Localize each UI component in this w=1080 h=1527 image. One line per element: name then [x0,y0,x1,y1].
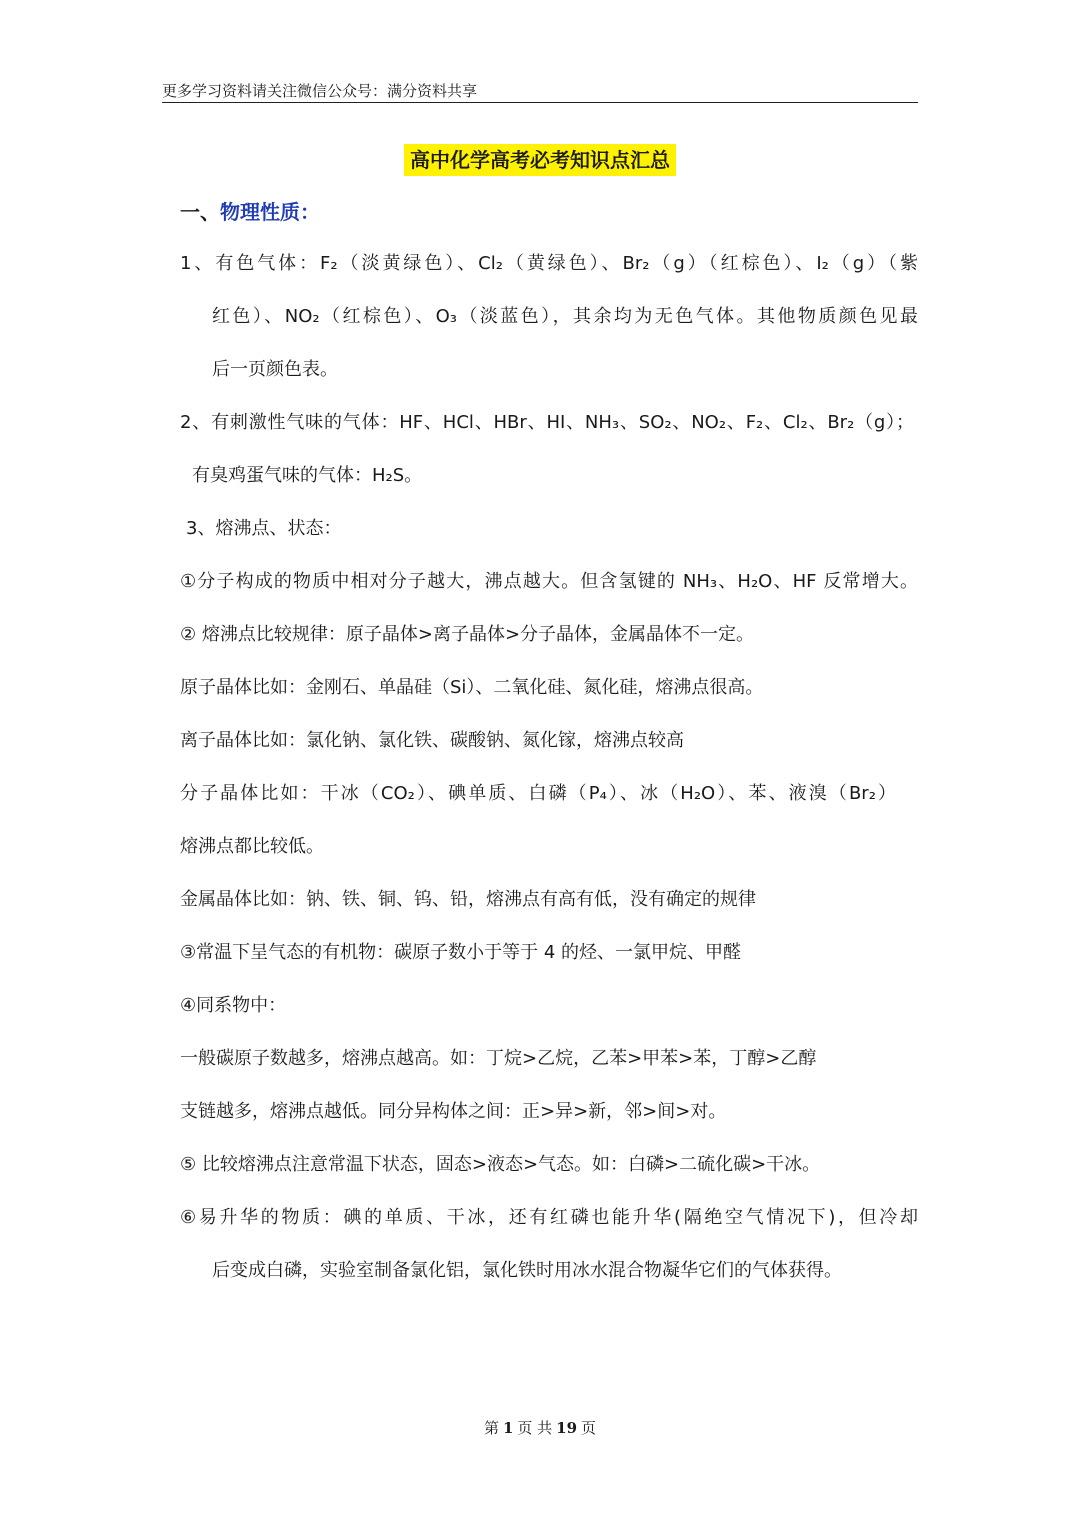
text-line-1: 1、有色气体：F₂（淡黄绿色）、Cl₂（黄绿色）、Br₂（g）（红棕色）、I₂（g）（紫 [180,253,918,274]
text-line-12: 熔沸点都比较低。 [180,836,324,857]
title-wrap [0,144,1080,176]
text-line-16: 一般碳原子数越多，熔沸点越高。如：丁烷>乙烷，乙苯>甲苯>苯，丁醇>乙醇 [180,1048,817,1069]
footer-page-number: 1 [502,1419,514,1437]
footer-total-pages: 19 [556,1419,578,1437]
footer-pre: 第 [483,1419,499,1437]
text-line-8: ② 熔沸点比较规律：原子晶体>离子晶体>分子晶体，金属晶体不一定。 [180,624,755,645]
page-footer [0,1416,1080,1440]
footer-post: 页 [581,1419,597,1437]
text-line-11: 分子晶体比如：干冰（CO₂）、碘单质、白磷（P₄）、冰（H₂O）、苯、液溴（Br₂） [180,783,896,804]
text-line-2: 红色）、NO₂（红棕色）、O₃（淡蓝色），其余均为无色气体。其他物质颜色见最 [212,306,918,327]
text-line-3: 后一页颜色表。 [212,359,338,380]
text-line-6: 3、熔沸点、状态： [186,518,342,539]
section-number: 一、 [180,200,220,224]
footer-mid: 页 共 [517,1419,553,1437]
text-line-20: 后变成白磷，实验室制备氯化铝，氯化铁时用冰水混合物凝华它们的气体获得。 [212,1260,842,1281]
text-line-14: ③常温下呈气态的有机物：碳原子数小于等于 4 的烃、一氯甲烷、甲醛 [180,942,742,963]
text-line-4: 2、有刺激性气味的气体：HF、HCl、HBr、HI、NH₃、SO₂、NO₂、F₂、Cl₂、Br₂（g）； [180,412,914,433]
text-line-17: 支链越多，熔沸点越低。同分异构体之间：正>异>新，邻>间>对。 [180,1101,727,1122]
text-line-19: ⑥易升华的物质：碘的单质、干冰，还有红磷也能升华(隔绝空气情况下)，但冷却 [180,1207,918,1228]
text-line-15: ④同系物中： [180,995,287,1016]
text-line-13: 金属晶体比如：钠、铁、铜、钨、铅，熔沸点有高有低，没有确定的规律 [180,889,756,910]
page-title: 高中化学高考必考知识点汇总 [404,144,676,176]
text-line-18: ⑤ 比较熔沸点注意常温下状态，固态>液态>气态。如：白磷>二硫化碳>干冰。 [180,1154,821,1175]
text-line-9: 原子晶体比如：金刚石、单晶硅（Si）、二氧化硅、氮化硅，熔沸点很高。 [180,677,764,698]
text-line-5: 有臭鸡蛋气味的气体：H₂S。 [192,465,423,486]
section-label: 物理性质： [220,200,320,224]
page-header: 更多学习资料请关注微信公众号：满分资料共享 [162,80,918,103]
text-line-7: ①分子构成的物质中相对分子越大，沸点越大。但含氢键的 NH₃、H₂O、HF 反常增大。 [180,571,918,592]
section-heading [180,198,320,226]
text-line-10: 离子晶体比如：氯化钠、氯化铁、碳酸钠、氮化镓，熔沸点较高 [180,730,684,751]
